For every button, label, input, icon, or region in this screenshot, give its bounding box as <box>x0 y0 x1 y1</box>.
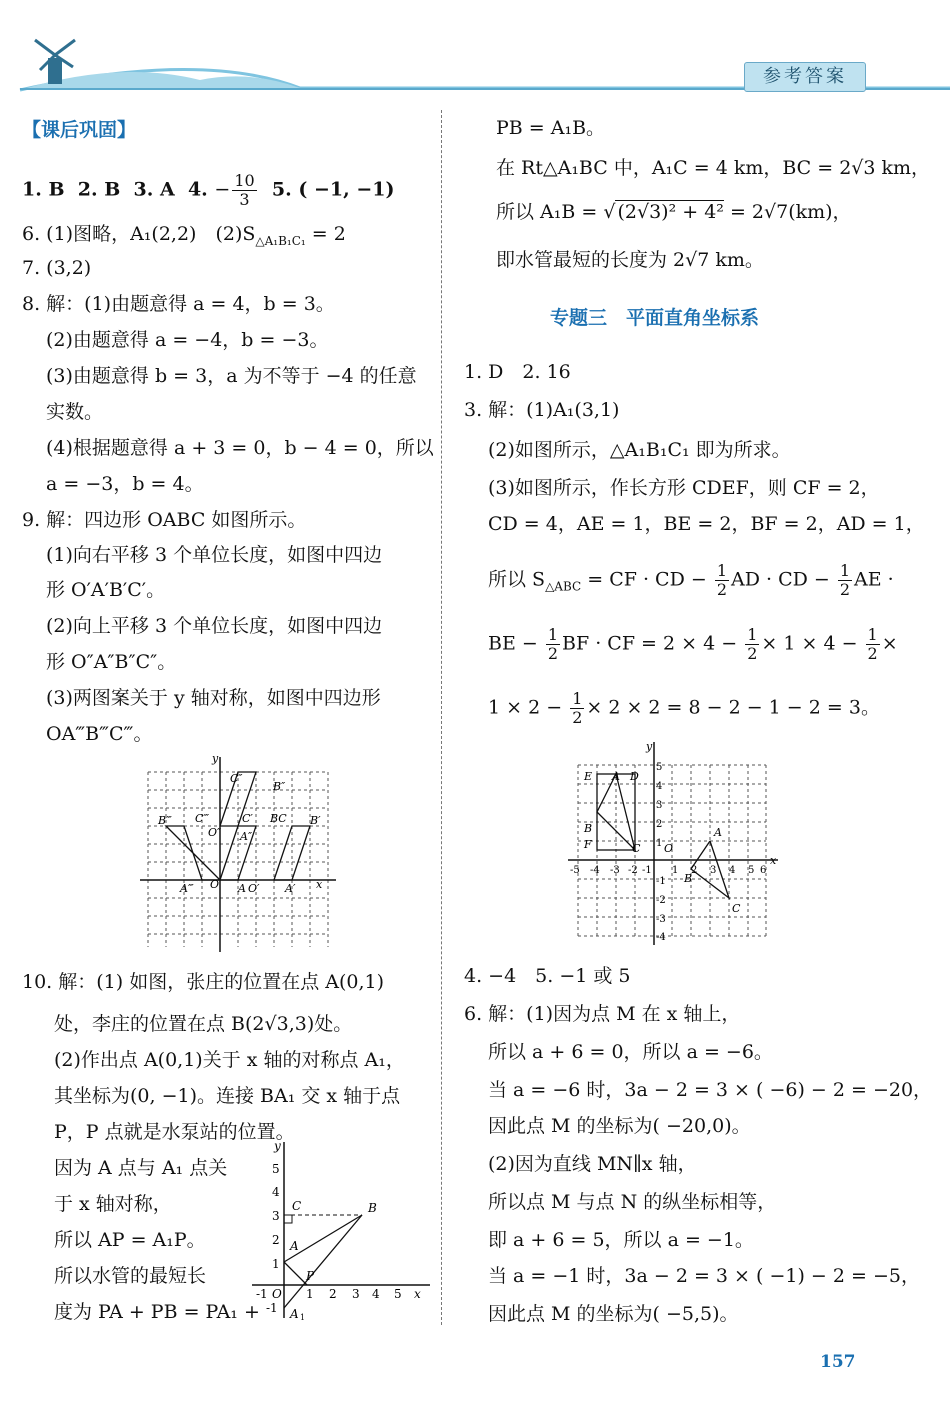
svg-text:A‴: A‴ <box>180 882 194 895</box>
svg-text:B‴: B‴ <box>158 814 172 827</box>
answer-line-8e: (4)根据题意得 a + 3 = 0，b − 4 = 0，所以 <box>46 437 434 459</box>
answer-s3f: 1 × 2 − $\frac{1}{2}$ × 2 × 2 = 8 − 2 − 1 − 2 = 3。 <box>488 689 880 727</box>
answer-line-10i: 度为 PA + PB = PA₁ + <box>54 1301 260 1323</box>
figure-triangle-grid <box>568 740 788 945</box>
svg-text:4: 4 <box>729 865 736 876</box>
answer-s3e: BE − $\frac{1}{2}$ BF · CF = 2 × 4 − $\frac{1}{2}$ × 1 × 4 − $\frac{1}{2}$ × <box>488 625 898 663</box>
svg-text:3: 3 <box>656 800 663 811</box>
svg-text:-1: -1 <box>642 865 652 876</box>
answer-r3: 所以 A₁B = √ (2√3)² + 4² = 2√7(km)， <box>496 201 852 223</box>
svg-text:1: 1 <box>672 865 679 876</box>
svg-text:O″: O″ <box>208 826 222 839</box>
answer-s6a: 所以 a + 6 = 0，所以 a = −6。 <box>488 1041 773 1063</box>
answer-line-10h: 所以水管的最短长 <box>54 1265 207 1287</box>
column-divider <box>441 110 442 1325</box>
svg-text:1: 1 <box>272 1257 280 1271</box>
answer-s6c: 因此点 M 的坐标为( −20,0)。 <box>488 1115 751 1137</box>
answer-s3a: (2)如图所示，△A₁B₁C₁ 即为所求。 <box>488 439 791 461</box>
svg-text:A″: A″ <box>240 830 253 843</box>
svg-text:A′: A′ <box>285 882 296 895</box>
svg-text:O: O <box>272 1287 282 1301</box>
answer-s6g: 当 a = −1 时，3a − 2 = 3 × ( −1) − 2 = −5， <box>488 1265 920 1287</box>
svg-text:x: x <box>316 878 323 891</box>
topic-title: 专题三 平面直角坐标系 <box>550 307 760 329</box>
svg-text:A: A <box>290 1307 299 1320</box>
page-number: 157 <box>820 1352 856 1372</box>
answer-line-10a: 处，李庄的位置在点 B(2√3,3)处。 <box>54 1013 353 1035</box>
svg-text:B″: B″ <box>273 780 286 793</box>
answer-line-8: 8. 解：(1)由题意得 a = 4，b = 3。 <box>22 293 335 315</box>
svg-text:y: y <box>646 740 653 753</box>
figure-translation-grid <box>140 752 340 952</box>
answer-line-10: 10. 解：(1) 如图，张庄的位置在点 A(0,1) <box>22 971 385 993</box>
answer-line-6: 6. (1)图略，A₁(2,2) $(2)S_{\triangle A_1B_1C_1} = 2$ <box>22 223 346 248</box>
answer-line-9f: OA‴B‴C‴。 <box>46 723 153 745</box>
svg-text:x: x <box>414 1287 421 1301</box>
answer-line-9a: (1)向右平移 3 个单位长度，如图中四边 <box>46 544 383 566</box>
answer-line-8b: (2)由题意得 a = −4，b = −3。 <box>46 329 329 351</box>
svg-text:5: 5 <box>748 865 755 876</box>
svg-text:-2: -2 <box>628 865 638 876</box>
svg-text:6: 6 <box>760 865 767 876</box>
svg-text:5: 5 <box>656 762 663 773</box>
svg-text:5: 5 <box>394 1287 402 1301</box>
answer-s6h: 因此点 M 的坐标为( −5,5)。 <box>488 1303 739 1325</box>
answer-s6: 6. 解：(1)因为点 M 在 x 轴上， <box>464 1003 741 1025</box>
svg-text:1: 1 <box>306 1287 314 1301</box>
svg-text:-3: -3 <box>610 865 620 876</box>
answer-r2: 在 Rt△A₁BC 中，A₁C = 4 km，BC = 2√3 km， <box>496 157 931 179</box>
svg-text:-4: -4 <box>656 932 666 943</box>
answer-line-10f: 于 x 轴对称， <box>54 1193 172 1215</box>
svg-text:C: C <box>292 1199 302 1213</box>
answer-s3c: CD = 4，AE = 1，BE = 2，BF = 2，AD = 1， <box>488 513 925 535</box>
svg-text:3: 3 <box>272 1209 280 1223</box>
svg-text:A: A <box>714 826 722 839</box>
answer-line-8d: 实数。 <box>46 401 104 423</box>
header-label: 参考答案 <box>744 62 866 92</box>
answer-s4: 4. −4 5. −1 或 5 <box>464 965 631 987</box>
answer-line-9: 9. 解：四边形 OABC 如图所示。 <box>22 509 307 531</box>
svg-text:4: 4 <box>272 1185 280 1199</box>
answer-line-10b: (2)作出点 A(0,1)关于 x 轴的对称点 A₁， <box>54 1049 405 1071</box>
answer-line-10c: 其坐标为(0, −1)。连接 BA₁ 交 x 轴于点 <box>54 1085 401 1107</box>
svg-text:O′: O′ <box>248 882 260 895</box>
svg-text:A: A <box>238 882 246 895</box>
answer-line-7: 7. (3,2) <box>22 257 92 279</box>
svg-text:1: 1 <box>300 1313 306 1320</box>
answer-s3d: 所以 $S_{\triangle ABC}$ = CF · CD − $\frac{1}{2}$ AD · CD − $\frac{1}{2}$ AE · <box>488 561 894 599</box>
figure-water-pump <box>252 1140 432 1320</box>
svg-text:A: A <box>612 770 620 783</box>
svg-text:B: B <box>684 872 693 885</box>
answer-s3: 3. 解：(1)A₁(3,1) <box>464 399 620 421</box>
answer-s3b: (3)如图所示，作长方形 CDEF，则 CF = 2， <box>488 477 880 499</box>
svg-text:-1: -1 <box>656 876 666 887</box>
answer-r4: 即水管最短的长度为 2√7 km。 <box>496 249 764 271</box>
answer-line-8c: (3)由题意得 b = 3，a 为不等于 −4 的任意 <box>46 365 417 387</box>
svg-text:A: A <box>290 1239 299 1253</box>
answer-line-10g: 所以 AP = A₁P。 <box>54 1229 206 1251</box>
svg-text:2: 2 <box>691 865 698 876</box>
svg-text:C′: C′ <box>242 812 253 825</box>
svg-text:y: y <box>274 1140 281 1153</box>
svg-text:-3: -3 <box>656 914 666 925</box>
answer-r1: PB = A₁B。 <box>496 117 606 139</box>
svg-text:C: C <box>632 842 641 855</box>
svg-text:4: 4 <box>656 781 663 792</box>
answer-line-1: 1. B 2. B 3. A 4. − $\frac{10}{3}$ 5. ( −1, −1) <box>22 171 395 209</box>
svg-text:3: 3 <box>352 1287 360 1301</box>
answer-line-9c: (2)向上平移 3 个单位长度，如图中四边 <box>46 615 383 637</box>
svg-text:E: E <box>584 770 593 783</box>
svg-text:BC: BC <box>270 812 287 825</box>
svg-text:D: D <box>630 770 639 783</box>
answer-s6e: 所以点 M 与点 N 的纵坐标相等， <box>488 1191 777 1213</box>
svg-text:2: 2 <box>272 1233 280 1247</box>
svg-text:4: 4 <box>372 1287 380 1301</box>
svg-text:3: 3 <box>710 865 717 876</box>
svg-text:2: 2 <box>656 819 663 830</box>
svg-text:y: y <box>212 752 219 765</box>
svg-text:1: 1 <box>656 838 663 849</box>
answer-line-9b: 形 O′A′B′C′。 <box>46 579 166 601</box>
answer-s6b: 当 a = −6 时，3a − 2 = 3 × ( −6) − 2 = −20， <box>488 1079 933 1101</box>
answer-line-9e: (3)两图案关于 y 轴对称，如图中四边形 <box>46 687 381 709</box>
svg-text:B: B <box>368 1201 377 1215</box>
section-title: 【课后巩固】 <box>22 119 137 141</box>
svg-text:C″: C″ <box>230 772 243 785</box>
svg-text:B′: B′ <box>310 814 321 827</box>
svg-text:B: B <box>584 822 593 835</box>
answer-line-8f: a = −3，b = 4。 <box>46 473 204 495</box>
svg-text:x: x <box>770 854 777 867</box>
answer-line-10d: P，P 点就是水泵站的位置。 <box>54 1121 295 1143</box>
svg-text:O: O <box>664 842 674 855</box>
svg-text:5: 5 <box>272 1162 280 1176</box>
svg-text:-1: -1 <box>256 1287 268 1301</box>
svg-text:-5: -5 <box>570 865 580 876</box>
answer-s6d: (2)因为直线 MN∥x 轴， <box>488 1153 697 1175</box>
answer-line-10e: 因为 A 点与 A₁ 点关 <box>54 1157 228 1179</box>
svg-text:-1: -1 <box>266 1301 278 1315</box>
svg-text:O: O <box>210 878 220 891</box>
svg-text:-4: -4 <box>590 865 600 876</box>
answer-s6f: 即 a + 6 = 5，所以 a = −1。 <box>488 1229 754 1251</box>
svg-text:2: 2 <box>329 1287 337 1301</box>
answer-line-9d: 形 O″A″B″C″。 <box>46 651 177 673</box>
svg-text:C: C <box>732 902 741 915</box>
svg-text:F: F <box>584 838 592 851</box>
svg-text:P: P <box>306 1269 315 1283</box>
answer-s1: 1. D 2. 16 <box>464 361 571 383</box>
svg-text:C‴: C‴ <box>195 812 210 825</box>
svg-text:-2: -2 <box>656 895 666 906</box>
